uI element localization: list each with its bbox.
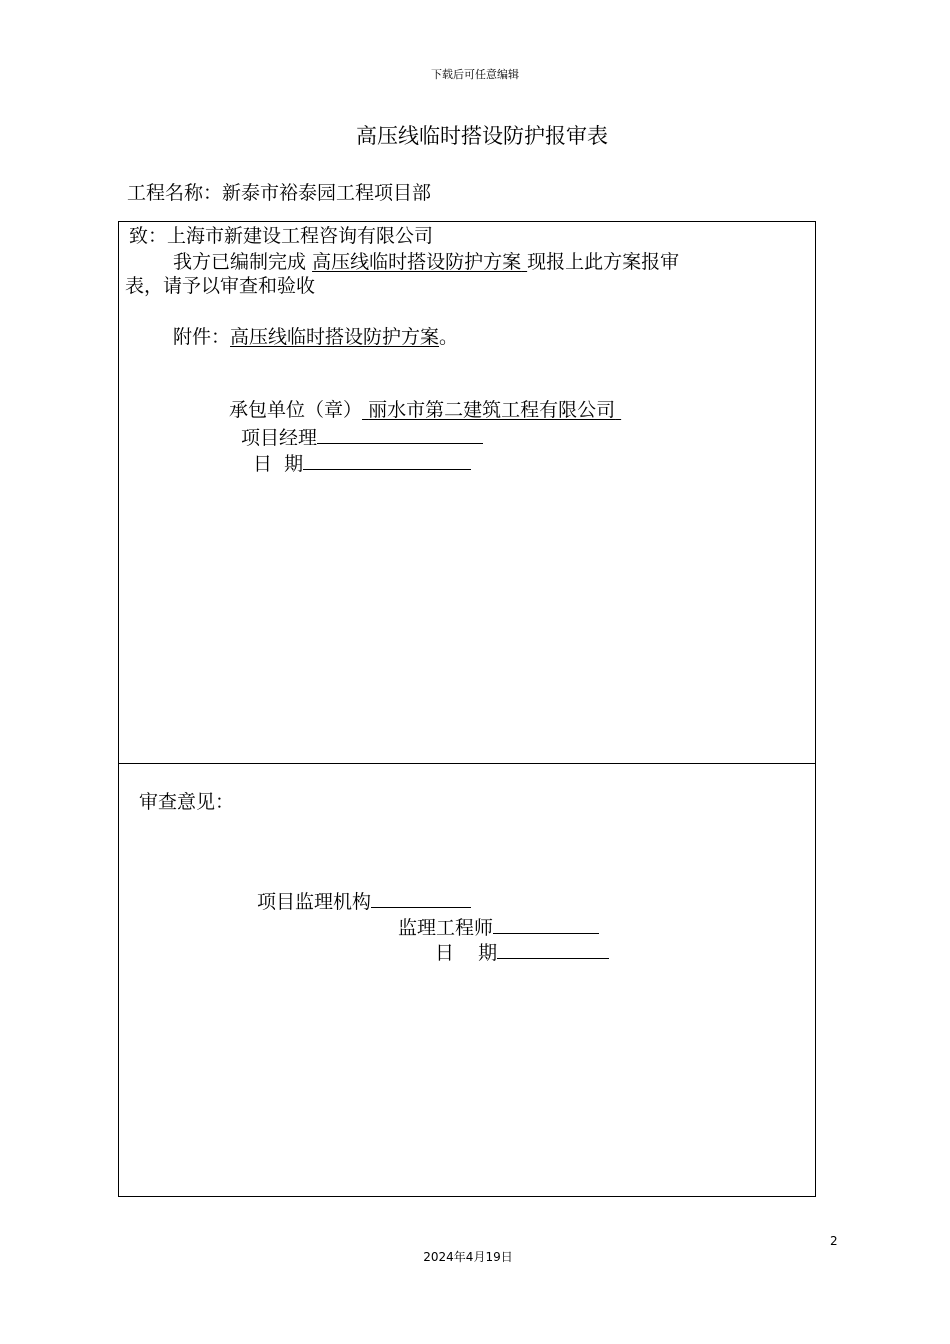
document-title: 高压线临时搭设防护报审表 <box>356 124 608 148</box>
project-manager-line <box>241 424 483 450</box>
contractor-label: 承包单位（章） <box>229 399 363 421</box>
submission-date-label: 日 期 <box>253 453 304 475</box>
page-number: 2 <box>830 1234 838 1248</box>
submission-date-blank[interactable] <box>303 450 471 470</box>
plan-name: 高压线临时搭设防护方案 <box>312 251 522 273</box>
engineer-label: 监理工程师 <box>398 917 494 939</box>
submission-body-line1 <box>173 250 679 274</box>
header-note: 下载后可任意编辑 <box>431 68 519 81</box>
to-label: 致： <box>129 225 168 247</box>
attachment-name: 高压线临时搭设防护方案 <box>230 326 440 348</box>
review-date-blank[interactable] <box>497 939 609 959</box>
agency-signature-blank[interactable] <box>371 888 471 908</box>
review-date-line <box>435 939 609 965</box>
supervision-agency-line <box>257 888 471 914</box>
recipient-line <box>129 224 433 248</box>
manager-signature-blank[interactable] <box>317 424 483 444</box>
supervising-engineer-line <box>398 914 599 940</box>
contractor-name: 丽水市第二建筑工程有限公司 <box>368 399 616 421</box>
footer-date: 2024年4月19日 <box>423 1250 513 1264</box>
attachment-label: 附件： <box>173 326 231 348</box>
attachment-line <box>173 325 458 349</box>
recipient-name: 上海市新建设工程咨询有限公司 <box>167 225 434 247</box>
manager-label: 项目经理 <box>241 427 318 449</box>
section-divider <box>119 763 815 764</box>
submission-body-line2: 表，请予以审查和验收 <box>125 275 316 297</box>
attachment-end: 。 <box>439 326 459 348</box>
engineer-signature-blank[interactable] <box>493 914 599 934</box>
approval-form-table <box>118 221 816 1197</box>
project-name: 新泰市裕泰园工程项目部 <box>222 182 432 204</box>
project-name-line <box>127 178 431 205</box>
review-opinion-label: 审查意见： <box>139 791 235 813</box>
contractor-line <box>229 398 621 422</box>
agency-label: 项目监理机构 <box>257 891 372 913</box>
body-suffix: 现报上此方案报审 <box>527 251 680 273</box>
project-label: 工程名称： <box>127 182 223 204</box>
body-prefix: 我方已编制完成 <box>173 251 307 273</box>
submission-date-line <box>253 450 471 476</box>
review-date-label: 日 期 <box>435 942 498 964</box>
